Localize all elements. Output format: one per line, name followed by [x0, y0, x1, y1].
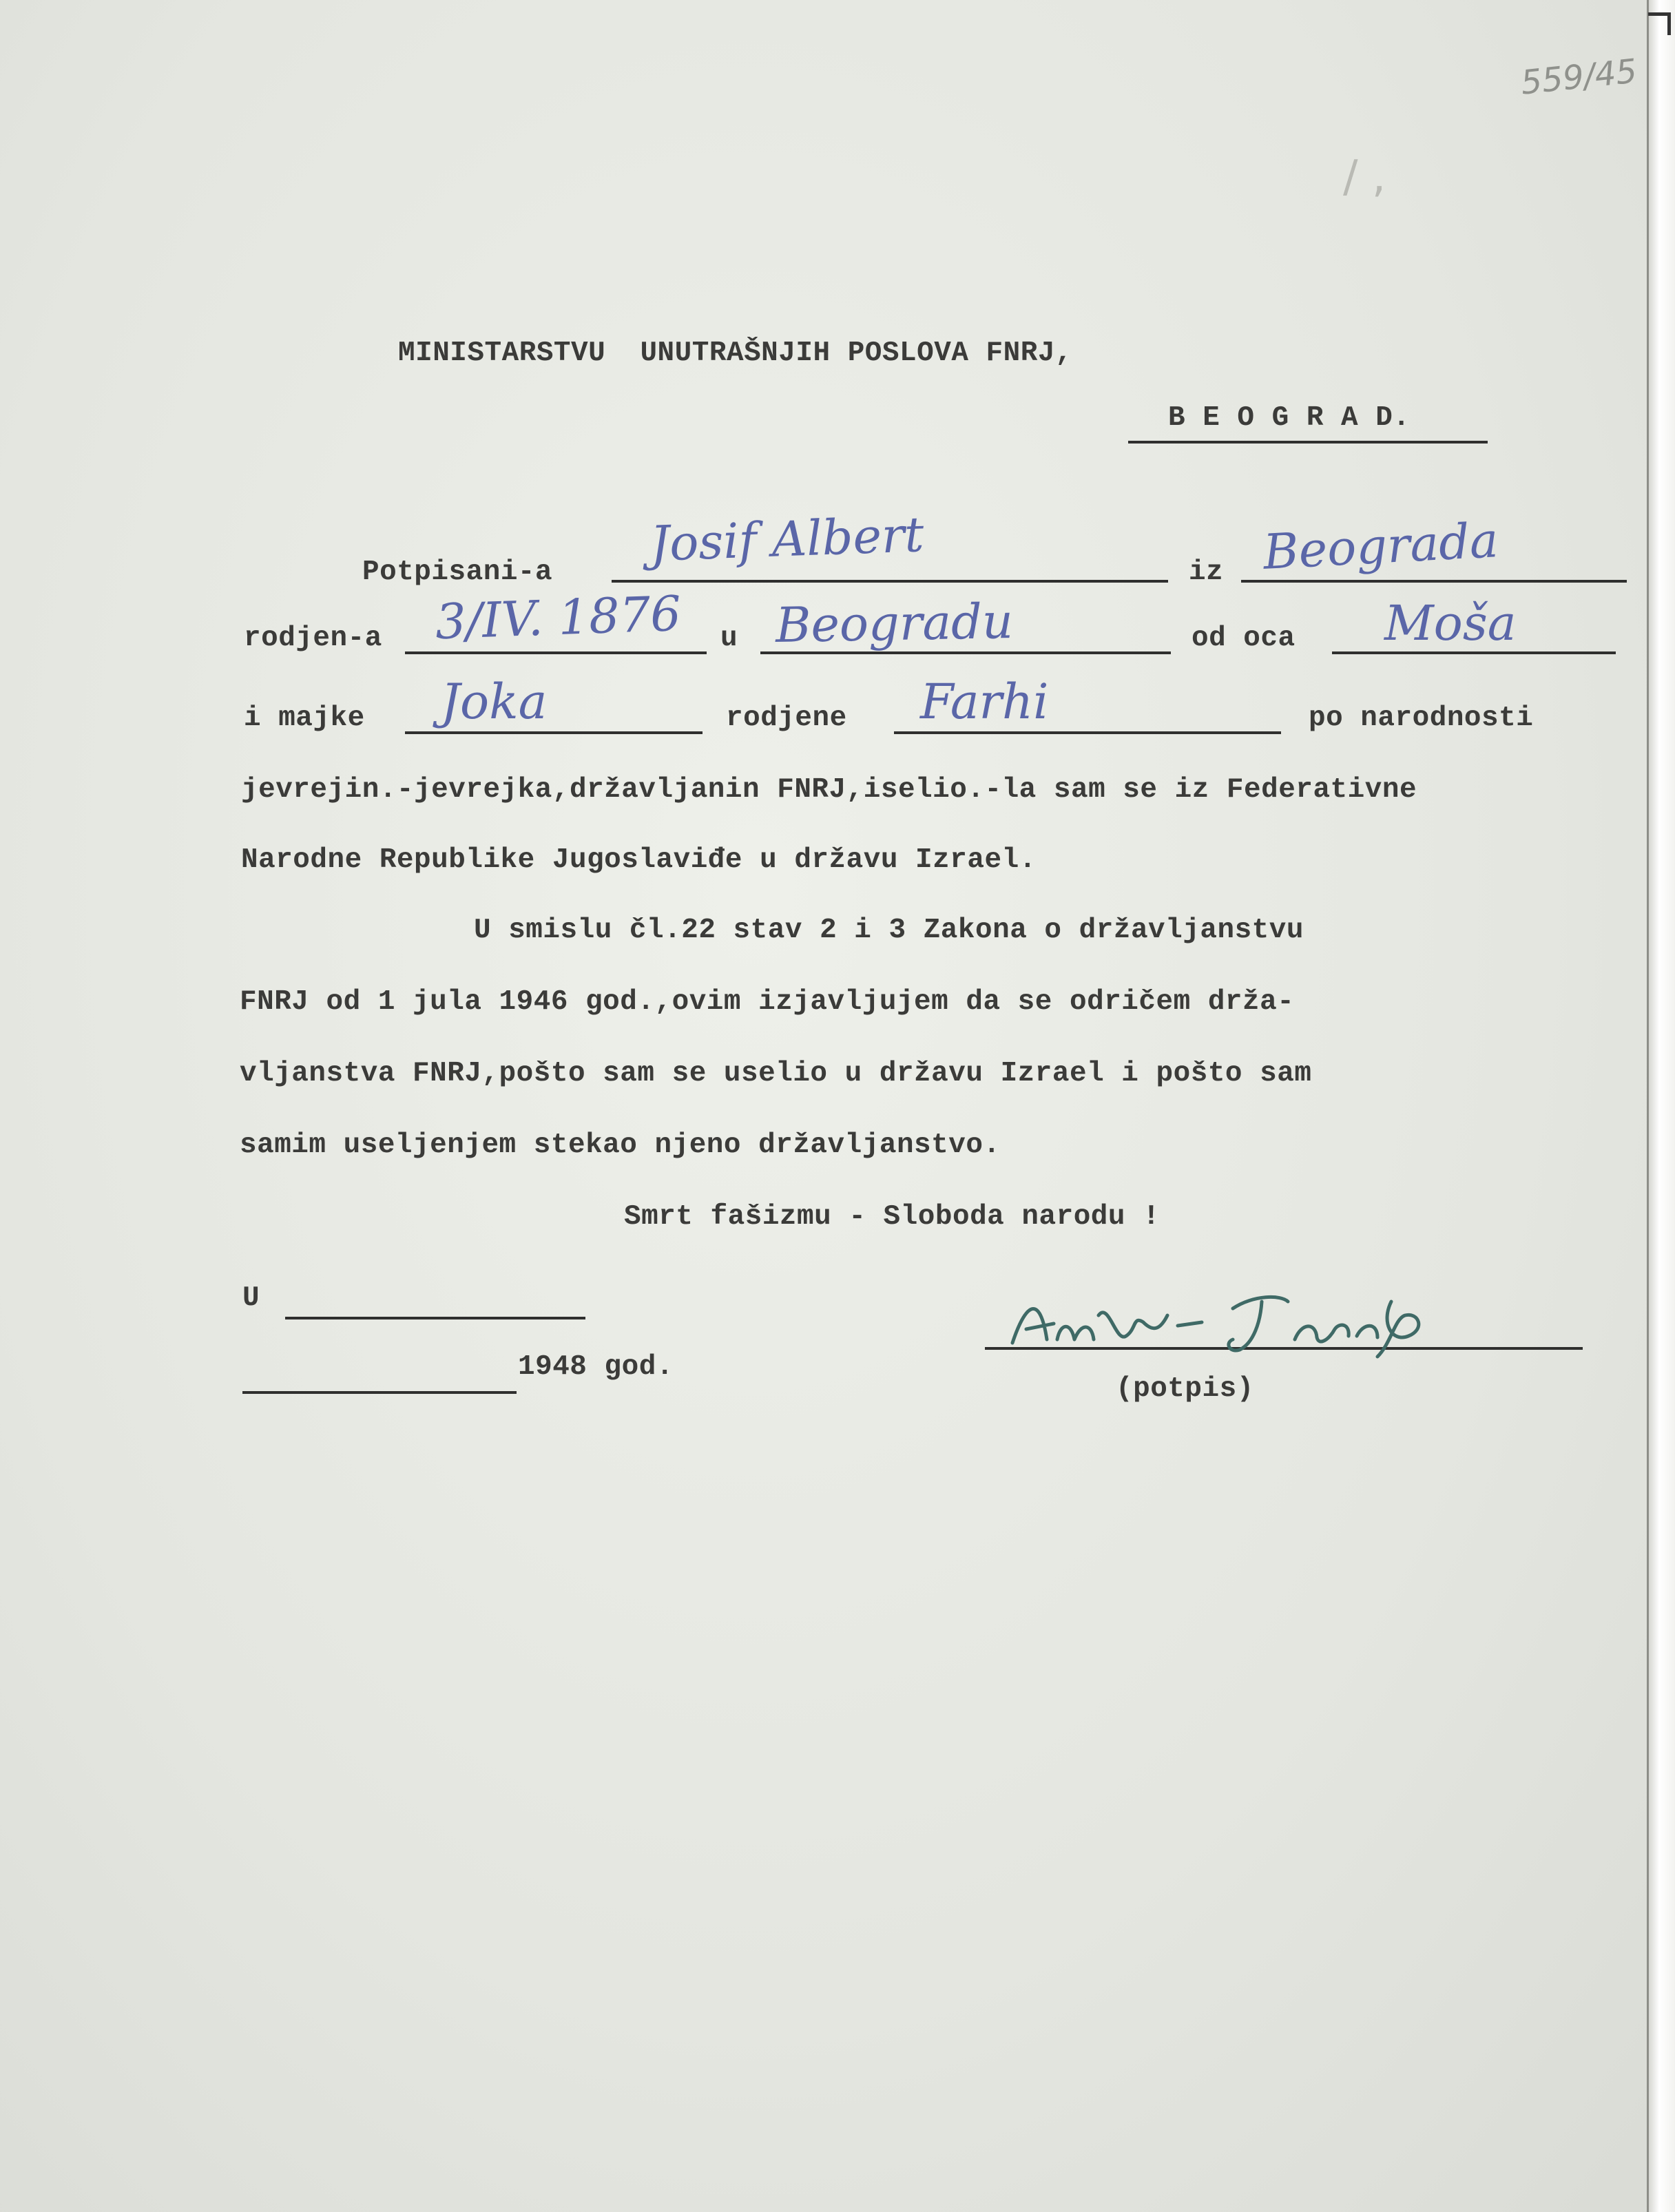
name-line [612, 580, 1168, 583]
place-label: U [242, 1282, 260, 1314]
father-line [1332, 651, 1616, 654]
birth-in-label: u [720, 623, 738, 654]
signed-label: Potpisani-a [362, 556, 553, 588]
city-underline [1128, 441, 1488, 444]
father-handwritten: Moša [1384, 595, 1517, 651]
from-label: iz [1189, 556, 1224, 588]
page-edge [1647, 0, 1675, 2212]
nationality-label: po narodnosti [1309, 702, 1534, 734]
from-line [1241, 580, 1627, 583]
para2-line-2: FNRJ od 1 jula 1946 god.,ovim izjavljujem da se odričem drža- [240, 986, 1295, 1018]
slogan: Smrt fašizmu - Sloboda narodu ! [624, 1201, 1161, 1233]
mother-line [405, 731, 703, 734]
form-line-4: jevrejin.-jevrejka,državljanin FNRJ,iselio.-la sam se iz Federativne [241, 774, 1417, 806]
archive-number: 559/45 [1519, 52, 1639, 103]
para2-line-3: vljanstva FNRJ,pošto sam se uselio u državu Izrael i pošto sam [240, 1058, 1312, 1089]
corner-mark [1648, 12, 1671, 35]
signature-caption: (potpis) [1116, 1373, 1254, 1405]
mother-handwritten: Joka [441, 674, 548, 730]
birth-date-line [405, 651, 707, 654]
father-label: od oca [1192, 623, 1296, 654]
faint-pencil-mark: / , [1343, 152, 1386, 202]
birth-place-handwritten: Beogradu [775, 592, 1014, 654]
maiden-handwritten: Farhi [920, 674, 1049, 730]
maiden-line [894, 731, 1281, 734]
place-line [285, 1317, 585, 1319]
mother-label: i majke [244, 702, 365, 734]
from-handwritten: Beograda [1262, 512, 1500, 581]
para2-line-1: U smislu čl.22 stav 2 i 3 Zakona o državljanstvu [474, 915, 1304, 946]
signature [1006, 1274, 1460, 1364]
birth-date-handwritten: 3/IV. 1876 [434, 585, 683, 651]
year-text: 1948 god. [518, 1351, 674, 1383]
name-handwritten: Josif Albert [649, 506, 925, 572]
para2-line-4: samim useljenjem stekao njeno državljanstvo. [240, 1129, 1001, 1161]
maiden-label: rodjene [726, 702, 847, 734]
form-line-5: Narodne Republike Jugoslaviđe u državu Izrael. [241, 844, 1037, 876]
ministry-heading: MINISTARSTVU UNUTRAŠNJIH POSLOVA FNRJ, [398, 337, 1073, 369]
born-label: rodjen-a [244, 623, 382, 654]
date-line [242, 1391, 517, 1394]
city-heading: B E O G R A D. [1168, 402, 1411, 434]
